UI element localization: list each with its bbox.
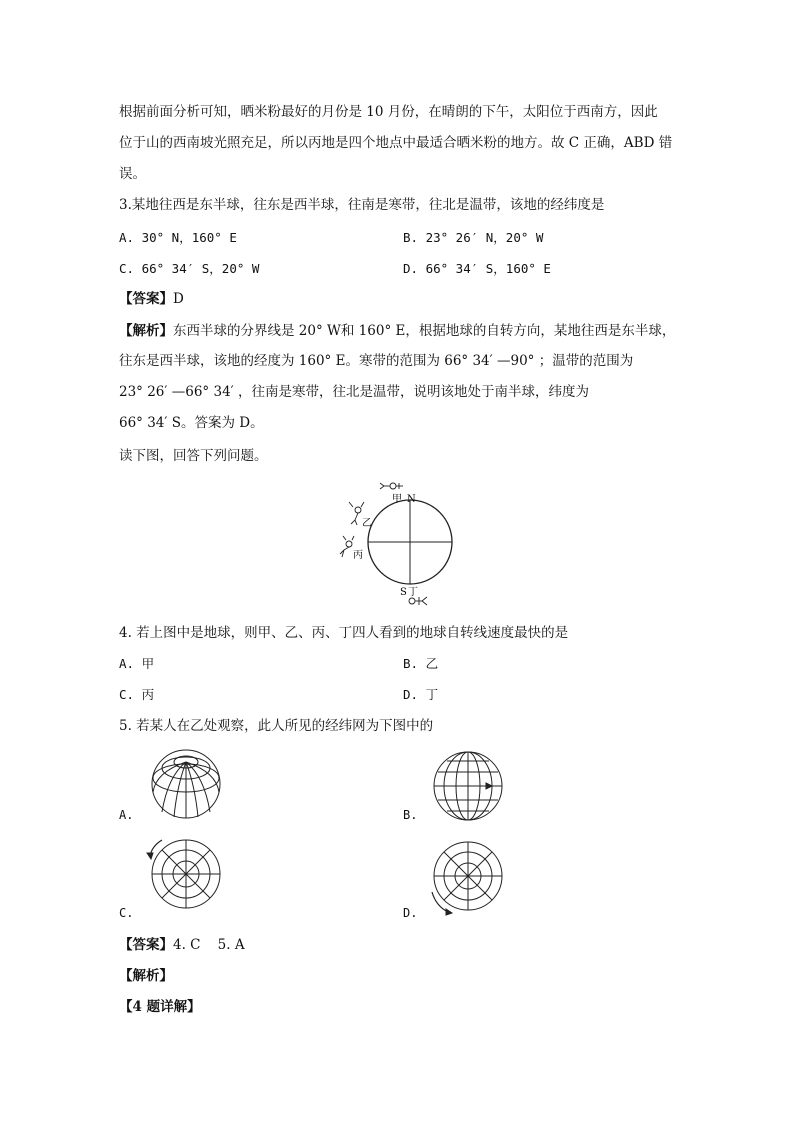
fig-c-label: C. xyxy=(119,906,134,920)
graticule-a xyxy=(148,746,224,822)
q3-analysis-line: 66° 34′ S。答案为 D。 xyxy=(119,415,264,431)
answer-label: 【答案】 xyxy=(119,937,173,953)
q3-option-a: A. 30° N，160° E xyxy=(119,230,237,245)
analysis-label: 【解析】 xyxy=(119,323,173,339)
q3-answer xyxy=(119,290,184,308)
graticule-c xyxy=(148,834,224,914)
question-3-stem: 3.某地往西是东半球，往东是西半球，往南是寒带，往北是温带，该地的经纬度是 xyxy=(119,197,605,213)
label-s: S xyxy=(400,587,407,598)
q4-option-c: C. 丙 xyxy=(119,687,155,702)
paragraph-line: 根据前面分析可知，晒米粉最好的月份是 10 月份，在晴朗的下午，太阳位于西南方，因此 xyxy=(119,104,658,120)
label-jia: 甲 xyxy=(392,494,402,505)
label-ding: 丁 xyxy=(408,587,418,598)
answer-value: D xyxy=(173,291,184,307)
q3-option-c: C. 66° 34′ S，20° W xyxy=(119,261,260,276)
globe-figure xyxy=(330,474,470,614)
read-prompt: 读下图，回答下列问题。 xyxy=(119,448,268,464)
fig-a-label: A. xyxy=(119,808,134,822)
q3-analysis-line: 往东是西半球，该地的经度为 160° E。寒带的范围为 66° 34′ —90° ；温带的范围为 xyxy=(119,353,634,369)
q4-option-b: B. 乙 xyxy=(403,656,439,671)
paragraph-line: 位于山的西南坡光照充足，所以丙地是四个地点中最适合晒米粉的地方。故 C 正确，ABD 错 xyxy=(119,135,673,151)
graticule-b xyxy=(430,748,506,824)
observer-bing-icon xyxy=(340,536,354,557)
question-4-stem: 4. 若上图中是地球，则甲、乙、丙、丁四人看到的地球自转线速度最快的是 xyxy=(119,625,569,641)
q3-analysis-line: 23° 26′ —66° 34′ ，往南是寒带，往北是温带，说明该地处于南半球，纬度为 xyxy=(119,384,590,400)
observer-jia-icon xyxy=(380,483,403,489)
q4-option-a: A. 甲 xyxy=(119,656,155,671)
label-yi: 乙 xyxy=(362,518,372,529)
observer-ding-icon xyxy=(409,597,427,605)
question-5-stem: 5. 若某人在乙处观察，此人所见的经纬网为下图中的 xyxy=(119,718,434,734)
paragraph-line: 误。 xyxy=(119,166,146,182)
answer-label: 【答案】 xyxy=(119,291,173,307)
q3-option-d: D. 66° 34′ S，160° E xyxy=(403,261,551,276)
graticule-d xyxy=(430,836,506,916)
q3-analysis-line xyxy=(119,322,675,340)
q4-detail-heading: 【4 题详解】 xyxy=(119,999,201,1015)
analysis-heading: 【解析】 xyxy=(119,968,173,984)
label-n: N xyxy=(407,494,416,505)
q3-option-b: B. 23° 26′ N，20° W xyxy=(403,230,544,245)
analysis-text: 东西半球的分界线是 20° W和 160° E，根据地球的自转方向，某地往西是东半球， xyxy=(173,323,676,339)
q4-q5-answer xyxy=(119,936,245,954)
fig-b-label: B. xyxy=(403,808,418,822)
label-bing: 丙 xyxy=(353,550,363,561)
q4-option-d: D. 丁 xyxy=(403,687,439,702)
answer-value: 4. C 5. A xyxy=(173,937,245,953)
fig-d-label: D. xyxy=(403,906,418,920)
